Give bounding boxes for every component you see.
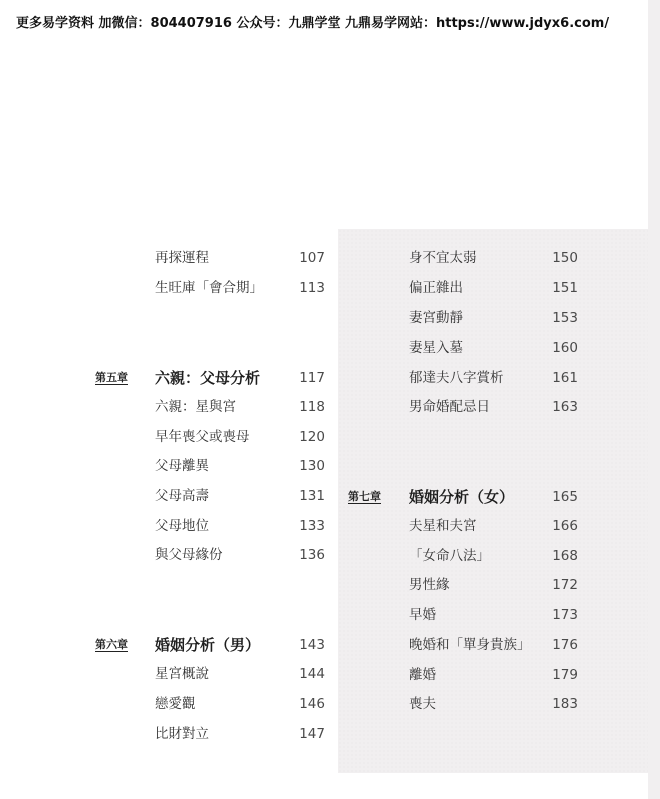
page-number: 168 [552,548,578,564]
entry-title: 父母地位 [155,518,209,534]
page-number: 130 [299,458,325,474]
entry-title: 父母高壽 [155,488,209,504]
chapter-number: 第五章 [95,371,128,384]
entry-title: 晚婚和「單身貴族」 [409,637,531,653]
entry-title: 離婚 [409,667,436,683]
entry-title: 戀愛觀 [155,696,196,712]
chapter-number: 第六章 [95,638,128,651]
entry-title: 偏正雜出 [409,280,463,296]
entry-title: 身不宜太弱 [409,250,477,266]
page-number: 160 [552,340,578,356]
page-number: 118 [299,399,325,415]
page-number: 172 [552,577,578,593]
entry-title: 喪夫 [409,696,436,712]
page-number: 161 [552,370,578,386]
entry-title: 妻宮動靜 [409,310,463,326]
page-number: 163 [552,399,578,415]
entry-title: 早婚 [409,607,436,623]
entry-title: 男命婚配忌日 [409,399,490,415]
entry-title: 生旺庫「會合期」 [155,280,263,296]
page-number: 176 [552,637,578,653]
page-number: 146 [299,696,325,712]
chapter-number: 第七章 [348,490,381,503]
entry-title: 與父母緣份 [155,547,223,563]
watermark-banner: 更多易学资料 加微信：804407916 公众号：九鼎学堂 九鼎易学网站：https://www.jdyx6.com/ [16,16,610,31]
page-number: 143 [299,637,325,653]
entry-title: 「女命八法」 [409,548,490,564]
page-number: 147 [299,726,325,742]
page-number: 183 [552,696,578,712]
chapter-title: 六親：父母分析 [155,369,261,387]
entry-title: 再探運程 [155,250,209,266]
entry-title: 六親：星與宮 [155,399,236,415]
page-number: 120 [299,429,325,445]
page-number: 165 [552,489,578,505]
entry-title: 妻星入墓 [409,340,463,356]
chapter-title: 婚姻分析（男） [155,636,261,654]
page-number: 173 [552,607,578,623]
page-number: 166 [552,518,578,534]
page-number: 179 [552,667,578,683]
page-number: 151 [552,280,578,296]
page-number: 131 [299,488,325,504]
entry-title: 早年喪父或喪母 [155,429,250,445]
page-number: 144 [299,666,325,682]
page-number: 136 [299,547,325,563]
entry-title: 男性緣 [409,577,450,593]
page-edge-shade [648,0,660,799]
entry-title: 郁達夫八字賞析 [409,370,504,386]
entry-title: 父母離異 [155,458,209,474]
entry-title: 星宮概說 [155,666,209,682]
page-number: 107 [299,250,325,266]
page-number: 153 [552,310,578,326]
chapter-title: 婚姻分析（女） [409,488,515,506]
entry-title: 夫星和夫宮 [409,518,477,534]
page-number: 133 [299,518,325,534]
page-number: 113 [299,280,325,296]
page-number: 150 [552,250,578,266]
page-number: 117 [299,370,325,386]
entry-title: 比財對立 [155,726,209,742]
